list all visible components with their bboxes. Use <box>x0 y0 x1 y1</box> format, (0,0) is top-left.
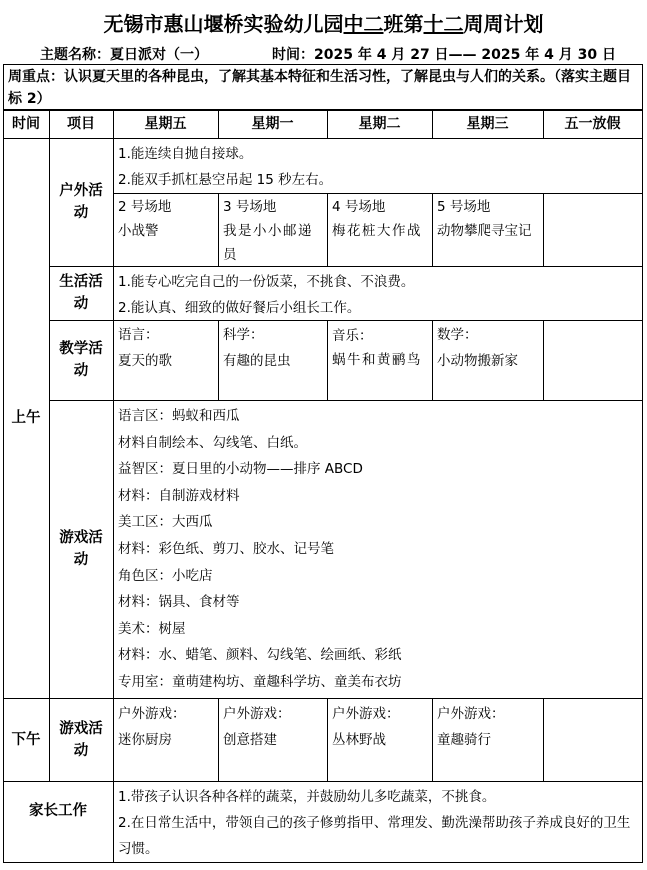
outdoor-wednesday-name: 动物攀爬寻宝记 <box>437 223 532 239</box>
pm-games-wednesday-name: 童趣骑行 <box>437 732 491 748</box>
parents-line-2: 2.在日常生活中，带领自己的孩子修剪指甲、常理发、勤洗澡帮助孩子养成良好的卫生习惯。 <box>118 815 631 857</box>
plan-time: 时间：2025 年 4 月 27 日—— 2025 年 4 月 30 日 <box>272 47 616 63</box>
outdoor-friday <box>113 194 218 266</box>
pm-games-friday-type: 户外游戏： <box>118 706 186 722</box>
title-week: 十二 <box>423 12 464 36</box>
teaching-monday-name: 有趣的昆虫 <box>223 353 291 369</box>
games-line: 美工区：大西瓜 <box>118 514 213 531</box>
games-line: 专用室：童萌建构坊、童趣科学坊、童美布衣坊 <box>118 673 402 690</box>
games-line: 美术：树屋 <box>118 620 186 637</box>
header-tuesday: 星期二 <box>358 116 401 132</box>
teaching-wednesday-subject: 数学： <box>437 327 478 343</box>
pm-games-monday-type: 户外游戏： <box>223 706 291 722</box>
parents-line-1: 1.带孩子认识各种各样的蔬菜，并鼓励幼儿多吃蔬菜，不挑食。 <box>118 789 496 805</box>
pm-games-monday-name: 创意搭建 <box>223 732 277 748</box>
outdoor-tuesday-name: 梅花桩大作战 <box>332 223 422 239</box>
teaching-monday-subject: 科学： <box>223 327 264 343</box>
pm-games-tuesday <box>327 700 432 780</box>
games-line: 材料：锅具、食材等 <box>118 594 240 611</box>
page-title <box>0 8 647 37</box>
header-time: 时间 <box>12 116 40 132</box>
life-goal-2: 2.能认真、细致的做好餐后小组长工作。 <box>118 300 361 316</box>
games-line: 益智区：夏日里的小动物——排序 ABCD <box>118 461 363 478</box>
teaching-tuesday <box>327 321 432 400</box>
teaching-tuesday-subject: 音乐： <box>332 328 373 344</box>
parents-work <box>113 783 642 862</box>
teaching-tuesday-name: 蜗牛和黄鹂鸟 <box>332 352 422 368</box>
pm-games-wednesday-type: 户外游戏： <box>437 706 505 722</box>
teaching-wednesday <box>432 321 543 400</box>
games-line: 材料自制绘本、勾线笔、白纸。 <box>118 434 307 451</box>
teaching-friday <box>113 321 218 400</box>
outdoor-friday-place: 2 号场地 <box>118 199 172 215</box>
games-list <box>113 402 642 698</box>
outdoor-monday <box>218 194 327 266</box>
teaching-friday-name: 夏天的歌 <box>118 353 172 369</box>
teaching-label: 教学活动 <box>59 341 103 379</box>
outdoor-tuesday-place: 4 号场地 <box>332 199 386 215</box>
title-class: 中二 <box>343 12 384 36</box>
games-label: 游戏活动 <box>59 530 103 568</box>
parents-label: 家长工作 <box>29 803 87 819</box>
weekly-focus: 周重点：认识夏天里的各种昆虫，了解其基本特征和生活习性，了解昆虫与人们的关系。（落实主题目标 2） <box>3 64 643 110</box>
outdoor-monday-name: 我是小小邮递员 <box>223 223 313 263</box>
title-suffix: 周周计划 <box>463 12 544 36</box>
theme-name: 主题名称：夏日派对（一） <box>40 47 208 63</box>
games-line: 角色区：小吃店 <box>118 567 213 584</box>
life-goal-1: 1.能专心吃完自己的一份饭菜，不挑食、不浪费。 <box>118 274 415 290</box>
outdoor-goal-2: 2.能双手抓杠悬空吊起 15 秒左右。 <box>118 172 333 188</box>
outdoor-wednesday-place: 5 号场地 <box>437 199 491 215</box>
outdoor-friday-name: 小战警 <box>118 223 159 239</box>
pm-games-tuesday-type: 户外游戏： <box>332 706 400 722</box>
afternoon-label: 下午 <box>11 731 41 748</box>
header-item: 项目 <box>67 116 95 132</box>
teaching-friday-subject: 语言： <box>118 327 159 343</box>
outdoor-wednesday <box>432 194 543 266</box>
pm-games-tuesday-name: 丛林野战 <box>332 732 386 748</box>
outdoor-label: 户外活动 <box>59 183 103 221</box>
morning-label: 上午 <box>11 410 41 426</box>
header-holiday: 五一放假 <box>564 116 621 132</box>
life-label: 生活活动 <box>59 274 103 312</box>
title-prefix: 无锡市惠山堰桥实验幼儿园 <box>103 12 344 36</box>
outdoor-monday-place: 3 号场地 <box>223 199 277 215</box>
games-line: 材料：彩色纸、剪刀、胶水、记号笔 <box>118 540 334 557</box>
header-friday: 星期五 <box>144 116 187 132</box>
games-line: 语言区：蚂蚁和西瓜 <box>118 408 240 424</box>
header-monday: 星期一 <box>251 116 294 132</box>
teaching-wednesday-name: 小动物搬新家 <box>437 353 518 369</box>
teaching-monday <box>218 321 327 400</box>
pm-games-friday <box>113 700 218 780</box>
pm-games-wednesday <box>432 700 543 780</box>
pm-games-label: 游戏活动 <box>59 720 103 759</box>
games-line: 材料：自制游戏材料 <box>118 487 240 504</box>
pm-games-friday-name: 迷你厨房 <box>118 732 172 748</box>
title-mid: 班第 <box>383 12 424 36</box>
games-line: 材料：水、蜡笔、颜料、勾线笔、绘画纸、彩纸 <box>118 647 402 664</box>
header-wednesday: 星期三 <box>466 116 509 132</box>
outdoor-goal-1: 1.能连续自抛自接球。 <box>118 146 253 162</box>
outdoor-tuesday <box>327 194 432 266</box>
pm-games-monday <box>218 700 327 780</box>
